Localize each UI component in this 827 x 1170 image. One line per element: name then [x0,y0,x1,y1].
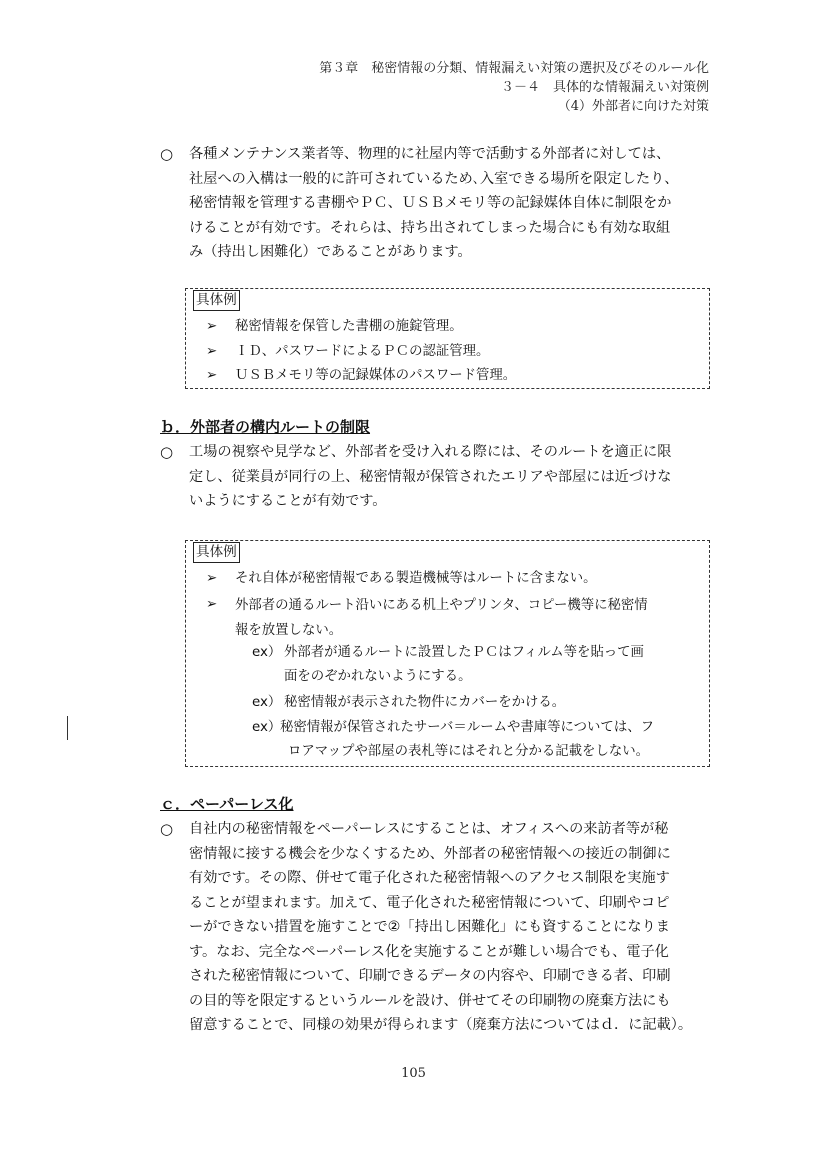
ex-text: 秘密情報が保管されたサーバ＝ルームや書庫等については、フ [280,720,654,735]
list-item-text: 秘密情報を保管した書棚の施錠管理。 [235,319,463,334]
example-box-1 [185,288,710,389]
text-line: された秘密情報について、印刷できるデータの内容や、印刷できる者、印刷 [189,968,671,984]
list-item-text: ＵＳＢメモリ等の記録媒体のパスワード管理。 [235,368,517,383]
section-heading-c: ｃ．ペーパーレス化 [160,795,294,813]
example-note [252,641,701,689]
text-line: ーができない措置を施すことで②「持出し困難化」にも資することになりま [189,919,670,935]
arrow-bullet-icon: ➢ [206,344,218,359]
circle-bullet-icon: ○ [160,820,174,838]
text-line: 各種メンテナンス業者等、物理的に社屋内等で活動する外部者に対しては、 [189,146,671,162]
text-line: 秘密情報を管理する書棚やＰＣ、ＵＳＢメモリ等の記録媒体自体に制限をか [189,195,672,211]
example-note [252,716,701,764]
example-note [252,691,701,715]
page-number: 105 [401,1066,426,1081]
arrow-bullet-icon: ➢ [206,597,218,612]
arrow-bullet-icon: ➢ [206,368,218,383]
list-item-text: ＩＤ、パスワードによるＰＣの認証管理。 [235,344,490,359]
text-line: いようにすることが有効です。 [189,493,387,509]
ex-text: ロアマップや部屋の表札等にはそれと分かる記載をしない。 [288,744,650,759]
ex-label: ex） [252,695,282,710]
arrow-bullet-icon: ➢ [206,319,218,334]
ex-label: ex） [252,645,282,660]
paragraph-route [160,440,710,514]
text-line: す。なお、完全なペーパーレス化を実施することが難しい場合でも、電子化 [189,943,669,960]
list-item-text: 報を放置しない。 [235,623,343,638]
list-item-text: それ自体が秘密情報である製造機械等はルートに含まない。 [235,571,597,586]
circle-bullet-icon: ○ [160,145,174,163]
text-line: 社屋への入構は一般的に許可されているため､入室できる場所を限定したり、 [189,170,679,187]
example-box-2 [185,540,710,767]
paragraph-maintenance [160,142,710,265]
example-label: 具体例 [193,290,240,311]
section-heading-b: ｂ．外部者の構内ルートの制限 [160,418,371,436]
text-line: ることが望まれます。加えて、電子化された秘密情報について、印刷やコピ [189,894,670,911]
example-label: 具体例 [193,542,240,563]
ex-text: 外部者が通るルートに設置したＰＣはフィルム等を貼って画 [284,645,644,660]
list-item-text: 外部者の通るルート沿いにある机上やプリンタ、コピー機等に秘密情 [235,598,648,613]
text-line: 留意することで、同様の効果が得られます（廃棄方法についてはｄ．に記載）。 [189,1017,693,1033]
list-item [206,567,701,590]
arrow-bullet-icon: ➢ [206,571,218,586]
text-line: 定し、従業員が同行の上、秘密情報が保管されたエリアや部屋には近づけな [189,468,672,485]
ex-label: ex） [252,720,282,735]
circle-bullet-icon: ○ [160,443,174,461]
text-line: けることが有効です。それらは、持ち出されてしまった場合にも有効な取組 [189,219,671,236]
text-line: 自社内の秘密情報をペーパーレスにすることは、オフィスへの来訪者等が秘 [189,821,669,837]
ex-text: 面をのぞかれないようにする。 [284,669,472,684]
list-item [206,340,701,363]
text-line: み（持出し困難化）であることがあります。 [189,244,472,260]
header-chapter: 第３章 秘密情報の分類、情報漏えい対策の選択及びそのルール化 [319,61,709,76]
list-item [206,315,701,338]
text-line: の目的等を限定するというルールを設け、併せてその印刷物の廃棄方法にも [189,992,671,1009]
text-line: 有効です。その際、併せて電子化された秘密情報へのアクセス制限を実施す [189,870,670,886]
header-subsection: （4）外部者に向けた対策 [557,99,709,114]
paragraph-paperless [160,817,710,1038]
text-line: 密情報に接する機会を少なくするため、外部者の秘密情報への接近の制御に [189,845,671,862]
text-cursor [67,716,68,740]
list-item [206,593,701,643]
text-line: 工場の視察や見学など、外部者を受け入れる際には、そのルートを適正に限 [189,444,672,460]
list-item [206,364,701,387]
ex-text: 秘密情報が表示された物件にカバーをかける。 [284,695,566,710]
header-section: ３－４ 具体的な情報漏えい対策例 [500,80,709,95]
